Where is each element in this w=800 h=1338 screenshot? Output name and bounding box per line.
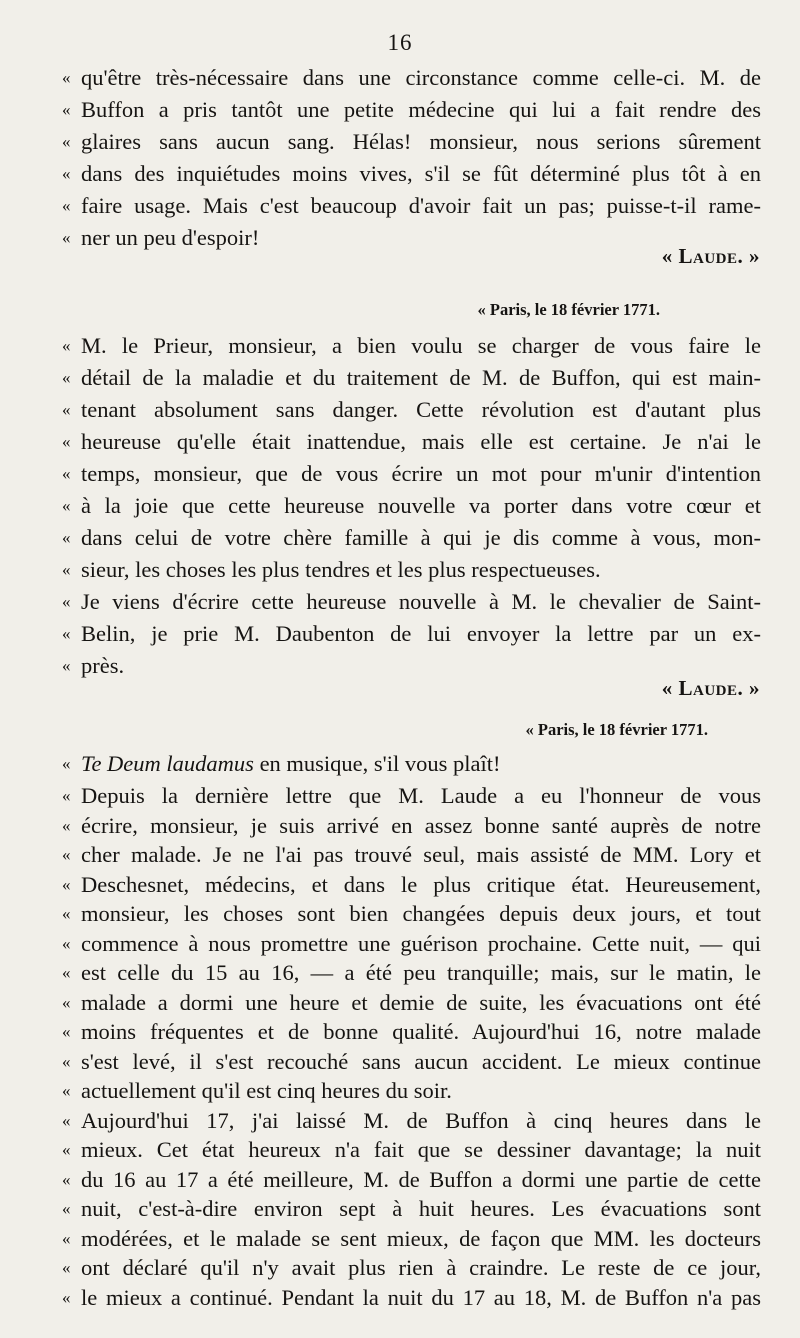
quote-mark: « — [62, 196, 71, 215]
quote-mark: « — [62, 1140, 71, 1159]
quote-mark: « — [62, 786, 71, 805]
quote-mark: « — [62, 754, 71, 773]
quote-mark: « — [62, 1081, 71, 1100]
page-number: 16 — [387, 30, 413, 55]
quote-mark: « — [62, 228, 71, 247]
quote-mark: « — [62, 164, 71, 183]
te-deum-title: Te Deum laudamus — [81, 751, 254, 776]
quote-mark: « — [62, 874, 71, 894]
quote-mark: « — [62, 1022, 71, 1041]
quote-mark: « — [62, 368, 71, 387]
quote-mark: « — [62, 1199, 71, 1218]
quote-mark: « — [62, 1287, 71, 1307]
letter-date: « Paris, le 18 février 1771. — [525, 720, 708, 739]
quote-mark: « — [62, 992, 71, 1012]
quote-mark: « — [62, 592, 71, 611]
quote-mark: « — [62, 963, 71, 982]
quote-mark: « — [62, 656, 71, 675]
quote-mark: « — [62, 336, 71, 355]
quote-mark: « — [62, 528, 71, 547]
quote-mark: « — [62, 933, 71, 953]
quote-mark: « — [62, 100, 71, 119]
quote-mark: « — [62, 904, 71, 923]
quote-mark: « — [62, 624, 71, 643]
quote-mark: « — [62, 1110, 71, 1130]
quote-mark: « — [62, 1169, 71, 1189]
quote-mark: « — [62, 1258, 71, 1277]
signature: « Laude. » — [661, 676, 760, 700]
quote-mark: « — [62, 560, 71, 579]
letter-date: « Paris, le 18 février 1771. — [477, 300, 660, 319]
quote-mark: « — [62, 845, 71, 864]
quote-mark: « — [62, 1051, 71, 1071]
signature: « Laude. » — [661, 244, 760, 268]
quote-mark: « — [62, 400, 71, 419]
quote-mark: « — [62, 132, 71, 151]
quote-mark: « — [62, 464, 71, 483]
quote-mark: « — [62, 496, 71, 515]
book-page: 16 « qu'être très-nécessaire dans une circonstance comme celle-ci. M. de « Buffon a pris tantôt une petite médecine qui lui a fait rendre des « glaires sans aucun sang. Hélas! monsieur, nous serions sûrement « dans des inquiétudes moins vives, s'il se fût déterminé plus tôt à en « faire usage. Mais c'est beaucoup d'avoir fait un pas; puisse-t-il rame- « ner un peu d'espoir! « Laude. » « Paris, le 18 février 1771. « M. le Prieur, monsieur, a bien voulu se charger de vous faire le « détail de la maladie et du traitement de M. de Buffon, qui est main- « tenant absolument sans danger. Cette révolution est d'autant plus « heureuse qu'elle était inattendue, mais elle est certaine. Je n'ai le « temps, monsieur, que de vous écrire un mot pour m'unir d'intention « à la joie que cette heureuse nouvelle va porter dans votre cœur et « dans celui de votre chère famille à qui je dis comme à vous, mon- « sieur, les choses les plus tendres et les plus respectueuses. « Je viens d'écrire cette heureuse nouvelle à M. le chevalier de Saint- « Belin, je prie M. Daubenton de lui envoyer la lettre par un ex- « près. « Laude. » « Paris, le 18 février 1771. « Te Deum laudamus en musique, s'il vous plaît! « Depuis la dernière lettre que M. Laude a eu l'honneur de vous « écrire, monsieur, je suis arrivé en assez bonne santé auprès de notre « cher malade. Je ne l'ai pas trouvé seul, mais assisté de MM. Lory et « Deschesnet, médecins, et dans le plus critique état. Heureusement, « monsieur, les choses sont bien changées depuis deux jours, et tout « commence à nous promettre une guérison prochaine. Cette nuit, — qui « est celle du 15 au 16, — a été peu tranquille; mais, sur le matin, le « malade a dormi une heure et demie de suite, les évacuations ont été « moins fréquentes et de bonne qualité. Aujourd'hui 16, notre malade « s'est levé, il s'est recouché sans aucun accident. Le mieux continue « actuellement qu'il est cinq heures du soir. « Aujourd'hui 17, j'ai laissé M. de Buffon à cinq heures dans le « mieux. Cet état heureux n'a fait que se dessiner davantage; la nuit « du 16 au 17 a été meilleure, M. de Buffon a dormi une partie de cette « nuit, c'est-à-dire environ sept à huit heures. Les évacuations sont « modérées, et le malade se sent mieux, de façon que MM. les docteurs « ont déclaré qu'il n'y avait plus rien à craindre. Le reste de ce jour, « le mieux a continué. Pendant la nuit du 17 au 18, M. de Buffon n'a pas — [0, 0, 800, 1338]
quote-mark: « — [62, 68, 71, 87]
quote-mark: « — [62, 1228, 71, 1248]
quote-mark: « — [62, 432, 71, 451]
quote-mark: « — [62, 815, 71, 835]
